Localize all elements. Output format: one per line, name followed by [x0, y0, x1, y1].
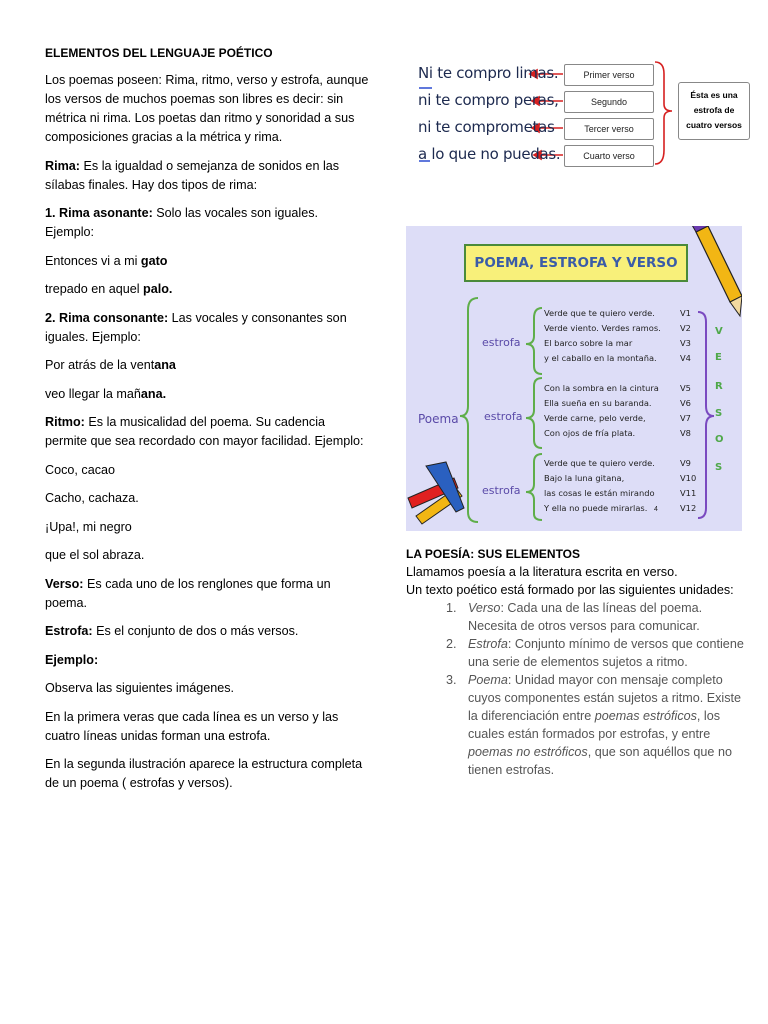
ritmo-paragraph — [45, 413, 370, 451]
page-title: ELEMENTOS DEL LENGUAJE POÉTICO — [45, 46, 273, 60]
versos-letter: O — [715, 434, 724, 445]
list-term: Estrofa — [468, 637, 508, 651]
list-item — [406, 599, 746, 635]
ritmo-example: que el sol abraza. — [45, 548, 145, 562]
list-text: , los cuales están formados por estrofas, y entre — [468, 709, 721, 741]
ejemplo-label-text: Ejemplo: — [45, 652, 99, 667]
versos-letter: E — [715, 352, 722, 363]
verse-number: V5 — [680, 383, 691, 393]
list-term: poemas no estróficos — [468, 745, 588, 759]
estrofa-note-box — [678, 82, 750, 140]
verse-number: V6 — [680, 398, 691, 408]
poem-line: a lo que no puedas. — [418, 145, 561, 163]
ritmo-text: Es la musicalidad del poema. Su cadencia permite que sea recordado con mayor facilidad. Ejemplo: — [45, 415, 364, 448]
note-line: estrofa de — [693, 105, 735, 115]
verse-number: V12 — [680, 503, 697, 513]
list-item — [406, 635, 746, 671]
estrofa-label: estrofa — [482, 336, 521, 349]
crayons-icon — [408, 462, 464, 524]
versos-letter: V — [715, 326, 723, 337]
verse-number: V1 — [680, 308, 691, 318]
versos-letter: S — [715, 462, 723, 473]
verse-line: El barco sobre la mar — [544, 338, 633, 348]
versos-letter: S — [715, 408, 723, 419]
example-text: Entonces vi a mi — [45, 253, 141, 268]
example-line — [45, 280, 370, 299]
pencil-icon — [692, 226, 742, 316]
section-subtitle: LA POESÍA: SUS ELEMENTOS — [406, 547, 581, 561]
rima-paragraph — [45, 157, 370, 195]
versos-letter: R — [715, 381, 723, 392]
rima-label: Rima: — [45, 158, 80, 173]
verse-line: Verde carne, pelo verde, — [544, 413, 646, 423]
verse-number: V9 — [680, 458, 691, 468]
primera-paragraph: En la primera veras que cada línea es un verso y las cuatro líneas unidas forman una estrofa. — [45, 709, 339, 743]
asonante-paragraph — [45, 204, 370, 242]
verse-line: Bajo la luna gitana, — [544, 473, 625, 483]
note-line: cuatro versos — [686, 120, 742, 130]
verso-label: Verso: — [45, 576, 84, 591]
rima-text: Es la igualdad o semejanza de sonidos en las sílabas finales. Hay dos tipos de rima: — [45, 158, 340, 192]
figure-page-number: 4 — [654, 506, 658, 513]
verse-line: las cosas le están mirando — [544, 488, 655, 498]
figure-estrofa-versos — [412, 54, 752, 174]
example-rhyme: palo. — [143, 282, 173, 296]
verso-paragraph — [45, 575, 370, 613]
example-text: trepado en aquel — [45, 282, 144, 296]
verse-number: V4 — [680, 353, 691, 363]
verso-text: Es cada uno de los renglones que forma un poema. — [45, 576, 331, 610]
right-paragraph: Llamamos poesía a la literatura escrita en verso. — [406, 565, 678, 579]
list-item — [406, 671, 746, 779]
example-text: Por atrás de la vent — [45, 358, 155, 372]
verse-line: Verde que te quiero verde. — [544, 308, 655, 318]
verse-line: Con ojos de fría plata. — [544, 428, 636, 438]
example-line — [45, 385, 370, 404]
figure-title: POEMA, ESTROFA Y VERSO — [464, 244, 688, 282]
example-line — [45, 356, 370, 375]
example-line — [45, 252, 370, 271]
verse-line: Verde que te quiero verde. — [544, 458, 655, 468]
example-rhyme: gato — [140, 253, 168, 268]
poem-line: ni te compro peras, — [418, 91, 559, 109]
verse-line: Con la sombra en la cintura — [544, 383, 659, 393]
verse-label-box: Cuarto verso — [564, 145, 654, 167]
verse-label-box: Primer verso — [564, 64, 654, 86]
poem-line: ni te comprometas — [418, 118, 555, 136]
poema-label: Poema — [418, 412, 459, 426]
consonante-text: Las vocales y consonantes son iguales. Ejemplo: — [45, 310, 347, 344]
estrofa-label: estrofa — [484, 410, 523, 423]
estrofa-label: estrofa — [482, 484, 521, 497]
verse-line: Ella sueña en su baranda. — [544, 398, 652, 408]
right-paragraph: Un texto poético está formado por las siguientes unidades: — [406, 583, 734, 597]
verse-number: V7 — [680, 413, 691, 423]
figure-poema-estrofa-verso — [406, 226, 742, 531]
verse-number: V3 — [680, 338, 691, 348]
verse-line: Y ella no puede mirarlas. — [544, 503, 648, 513]
observa-paragraph: Observa las siguientes imágenes. — [45, 681, 235, 695]
estrofa-text: Es el conjunto de dos o más versos. — [96, 624, 299, 638]
example-rhyme: ana — [154, 358, 176, 372]
ejemplo-label — [45, 651, 370, 670]
verse-number: V8 — [680, 428, 691, 438]
verse-label-box: Tercer verso — [564, 118, 654, 140]
asonante-label: 1. Rima asonante: — [45, 206, 153, 220]
ritmo-example: Coco, cacao — [45, 462, 116, 477]
ritmo-label: Ritmo: — [45, 415, 85, 429]
segunda-paragraph: En la segunda ilustración aparece la estructura completa de un poema ( estrofas y versos). — [45, 757, 363, 790]
list-text: : Conjunto mínimo de versos que contiene una serie de elementos sujetos a ritmo. — [468, 637, 744, 669]
verse-number: V10 — [680, 473, 697, 483]
example-text: veo llegar la mañ — [45, 386, 141, 401]
list-number: 3. — [446, 673, 457, 687]
asonante-text: Solo las vocales son iguales. Ejemplo: — [45, 206, 318, 239]
verse-line: y el caballo en la montaña. — [544, 353, 657, 363]
verse-label-box: Segundo — [564, 91, 654, 113]
list-text: , que son aquéllos que no tienen estrofas. — [468, 745, 732, 777]
list-text: : Unidad mayor con mensaje completo cuyos componentes están sujetos a ritmo. Existe la diferenciación entre — [468, 673, 741, 723]
list-term: Poema — [468, 673, 508, 687]
estrofa-label: Estrofa: — [45, 624, 93, 638]
left-column — [45, 44, 370, 803]
list-number: 1. — [446, 601, 457, 615]
right-column — [406, 545, 746, 779]
note-line: Ésta es una — [690, 90, 738, 100]
ritmo-example: ¡Upa!, mi negro — [45, 519, 132, 534]
list-term: Verso — [468, 601, 501, 615]
verse-number: V2 — [680, 323, 691, 333]
list-term: poemas estróficos — [594, 709, 697, 723]
list-number: 2. — [446, 637, 457, 651]
consonante-paragraph — [45, 309, 370, 347]
ritmo-example: Cacho, cachaza. — [45, 491, 139, 505]
intro-paragraph: Los poemas poseen: Rima, ritmo, verso y estrofa, aunque los versos de muchos poemas son libres es decir: sin métrica ni rima. Los poetas dan ritmo y sonoridad a sus composiciones gracias a la métrica y rima. — [45, 73, 369, 144]
elements-list — [406, 599, 746, 779]
list-text: : Cada una de las líneas del poema. Necesita de otros versos para comunicar. — [468, 601, 703, 633]
verse-line: Verde viento. Verdes ramos. — [544, 323, 661, 333]
consonante-label: 2. Rima consonante: — [45, 310, 169, 325]
estrofa-paragraph — [45, 622, 370, 641]
verse-number: V11 — [680, 488, 697, 498]
example-rhyme: ana. — [140, 386, 167, 401]
poem-line: Ni te compro limas. — [418, 64, 559, 82]
